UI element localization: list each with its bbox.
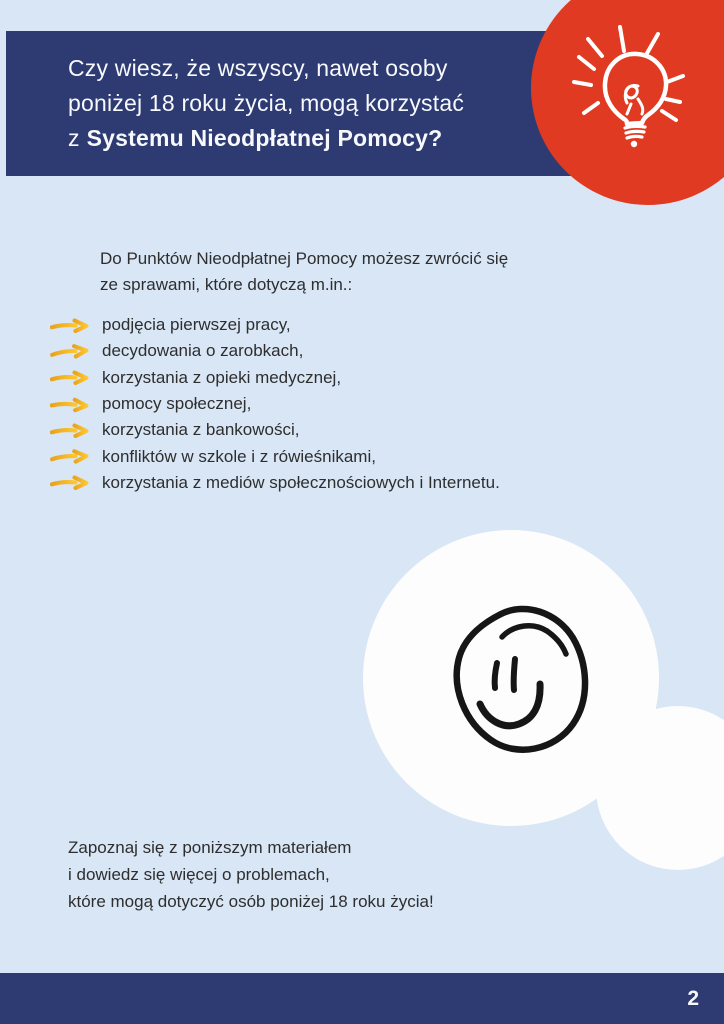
outro-line-2: i dowiedz się więcej o problemach, [68, 865, 330, 884]
list-item [50, 443, 500, 469]
list-item-label: konfliktów w szkole i z rówieśnikami, [102, 446, 376, 466]
arrow-icon [50, 448, 91, 465]
intro-line-2: ze sprawami, które dotyczą m.in.: [100, 275, 353, 294]
list-item-label: pomocy społecznej, [102, 394, 252, 414]
list-item-label: korzystania z bankowości, [102, 420, 300, 440]
arrow-icon [50, 370, 90, 385]
list-item [50, 365, 500, 391]
list-item-label: podjęcia pierwszej pracy, [102, 315, 291, 335]
lightbulb-icon [570, 20, 710, 160]
intro-line-1: Do Punktów Nieodpłatnej Pomocy możesz zwrócić się [100, 249, 509, 268]
list-item-label: korzystania z opieki medycznej, [102, 367, 342, 387]
header-line-3-bold: Systemu Nieodpłatnej Pomocy? [86, 125, 443, 151]
footer-bar [0, 973, 724, 1024]
topics-list [50, 312, 500, 496]
header-line-2: poniżej 18 roku życia, mogą korzystać [68, 90, 465, 116]
page-number: 2 [687, 986, 699, 1010]
list-item [50, 391, 500, 417]
arrow-icon [49, 342, 90, 360]
list-item-label: korzystania z mediów społecznościowych i Internetu. [102, 472, 500, 492]
smiley-face-icon [445, 600, 595, 775]
arrow-icon [50, 423, 90, 438]
list-item [50, 312, 500, 338]
arrow-icon [50, 318, 90, 333]
header-line-1: Czy wiesz, że wszyscy, nawet osoby [68, 55, 448, 81]
list-item-label: decydowania o zarobkach, [102, 341, 304, 361]
intro-paragraph [100, 246, 508, 298]
outro-line-1: Zapoznaj się z poniższym materiałem [68, 838, 352, 857]
list-item [50, 417, 500, 443]
header-line-3-regular: z [68, 125, 80, 151]
outro-paragraph [68, 834, 434, 915]
arrow-icon [50, 475, 90, 490]
list-item [50, 470, 500, 496]
list-item [50, 338, 500, 364]
outro-line-3: które mogą dotyczyć osób poniżej 18 roku życia! [68, 892, 434, 911]
arrow-icon [50, 395, 91, 412]
